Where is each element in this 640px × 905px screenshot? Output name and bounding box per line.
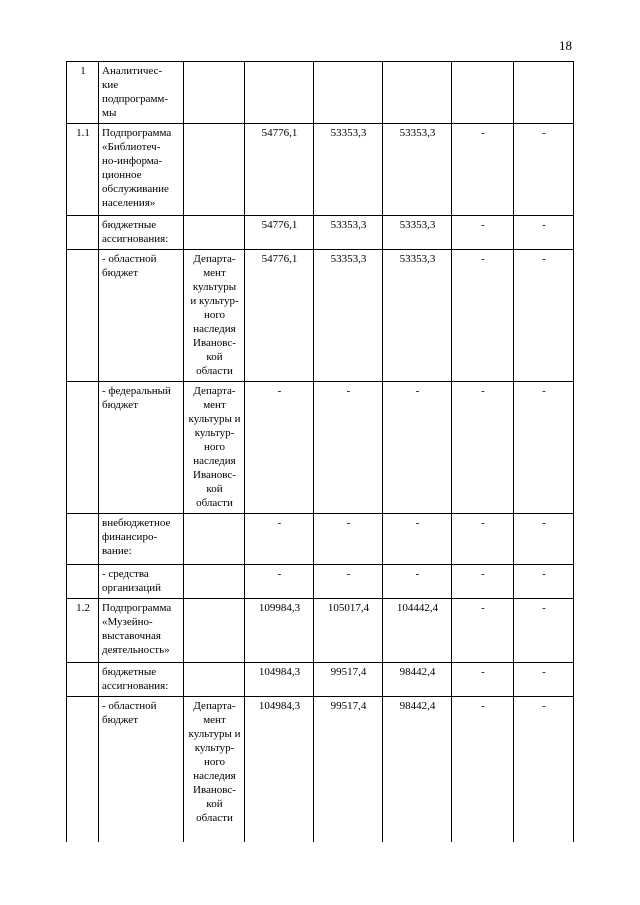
value-col-3: 98442,4 (383, 663, 452, 697)
table-row (67, 124, 574, 216)
row-department (184, 216, 245, 250)
value-col-5: - (514, 565, 574, 599)
row-department (184, 514, 245, 565)
value-col-4: - (452, 124, 514, 216)
row-name: - федеральный бюджет (99, 382, 184, 514)
row-department: Департа- мент культуры и культур- ного наследия Ивановс- кой области (184, 250, 245, 382)
value-col-4: - (452, 599, 514, 663)
row-code (67, 697, 99, 842)
row-code (67, 250, 99, 382)
value-col-1: 104984,3 (245, 663, 314, 697)
table-row (67, 62, 574, 124)
row-name: Аналитичес- кие подпрограмм- мы (99, 62, 184, 124)
value-col-2: 53353,3 (314, 250, 383, 382)
value-col-2: 99517,4 (314, 663, 383, 697)
value-col-1: 109984,3 (245, 599, 314, 663)
value-col-5: - (514, 514, 574, 565)
value-col-5: - (514, 382, 574, 514)
table-row (67, 599, 574, 663)
value-col-1 (245, 62, 314, 124)
value-col-5 (514, 62, 574, 124)
table-row (67, 697, 574, 842)
value-col-4 (452, 62, 514, 124)
value-col-5: - (514, 250, 574, 382)
value-col-1: 54776,1 (245, 124, 314, 216)
value-col-1: 54776,1 (245, 216, 314, 250)
value-col-3: 104442,4 (383, 599, 452, 663)
value-col-4: - (452, 382, 514, 514)
value-col-3: - (383, 382, 452, 514)
row-code: 1.2 (67, 599, 99, 663)
value-col-3: 53353,3 (383, 250, 452, 382)
row-department (184, 599, 245, 663)
value-col-1: 104984,3 (245, 697, 314, 842)
row-department: Департа- мент культуры и культур- ного наследия Ивановс- кой области (184, 382, 245, 514)
value-col-4: - (452, 663, 514, 697)
row-code (67, 216, 99, 250)
row-department: Департа- мент культуры и культур- ного наследия Ивановс- кой области (184, 697, 245, 842)
table-row (67, 382, 574, 514)
value-col-1: - (245, 514, 314, 565)
row-code (67, 663, 99, 697)
value-col-2: 105017,4 (314, 599, 383, 663)
row-name: внебюджетное финансиро- вание: (99, 514, 184, 565)
row-name: - средства организаций (99, 565, 184, 599)
value-col-2: 53353,3 (314, 216, 383, 250)
value-col-3: - (383, 565, 452, 599)
value-col-2 (314, 62, 383, 124)
value-col-4: - (452, 697, 514, 842)
value-col-2: 99517,4 (314, 697, 383, 842)
row-name: бюджетные ассигнования: (99, 216, 184, 250)
value-col-1: - (245, 382, 314, 514)
value-col-3: - (383, 514, 452, 565)
row-name: Подпрограмма «Музейно- выставочная деятельность» (99, 599, 184, 663)
value-col-4: - (452, 250, 514, 382)
value-col-1: 54776,1 (245, 250, 314, 382)
row-name: бюджетные ассигнования: (99, 663, 184, 697)
value-col-1: - (245, 565, 314, 599)
table-row (67, 565, 574, 599)
page-number: 18 (559, 38, 572, 53)
value-col-4: - (452, 565, 514, 599)
value-col-3 (383, 62, 452, 124)
value-col-5: - (514, 663, 574, 697)
row-name: - областной бюджет (99, 250, 184, 382)
row-department (184, 565, 245, 599)
value-col-5: - (514, 599, 574, 663)
row-name: - областной бюджет (99, 697, 184, 842)
value-col-2: - (314, 382, 383, 514)
row-name: Подпрограмма «Библиотеч- но-информа- ционное обслуживание населения» (99, 124, 184, 216)
value-col-2: - (314, 514, 383, 565)
row-code: 1.1 (67, 124, 99, 216)
row-department (184, 62, 245, 124)
row-code: 1 (67, 62, 99, 124)
row-department (184, 124, 245, 216)
table-row (67, 663, 574, 697)
row-code (67, 565, 99, 599)
row-code (67, 382, 99, 514)
value-col-5: - (514, 124, 574, 216)
value-col-3: 53353,3 (383, 124, 452, 216)
table-row (67, 250, 574, 382)
value-col-4: - (452, 514, 514, 565)
table-row (67, 216, 574, 250)
value-col-2: - (314, 565, 383, 599)
value-col-5: - (514, 216, 574, 250)
value-col-5: - (514, 697, 574, 842)
value-col-3: 53353,3 (383, 216, 452, 250)
value-col-3: 98442,4 (383, 697, 452, 842)
value-col-2: 53353,3 (314, 124, 383, 216)
row-code (67, 514, 99, 565)
row-department (184, 663, 245, 697)
value-col-4: - (452, 216, 514, 250)
budget-table (66, 61, 574, 842)
table-row (67, 514, 574, 565)
